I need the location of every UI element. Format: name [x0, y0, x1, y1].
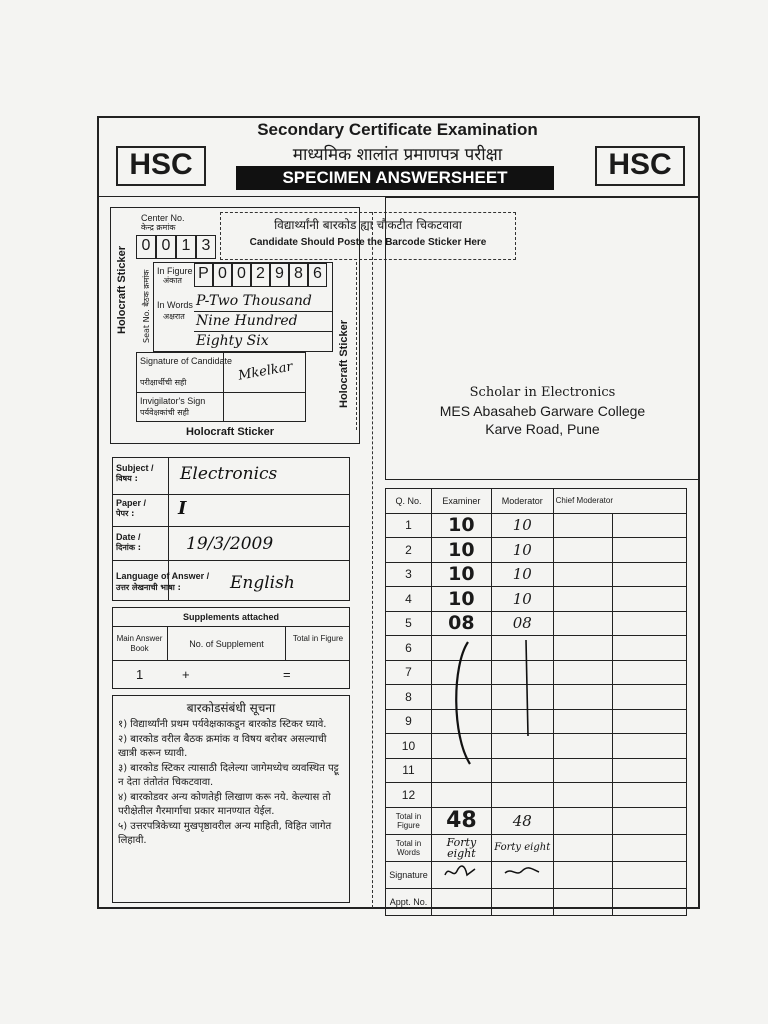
table-row [386, 513, 687, 538]
date-value: 19/3/2009 [186, 534, 274, 554]
in-words-label: In Words [157, 300, 193, 310]
examiner-mark: 10 [431, 538, 491, 563]
moderator-mark: 10 [491, 587, 553, 612]
table-row [386, 562, 687, 587]
seat-digit: 8 [289, 263, 308, 287]
center-digit: 0 [156, 235, 176, 259]
extra-cell [613, 636, 687, 661]
instruction-item: ५) उत्तरपत्रिकेच्या मुखपृष्ठावरील अन्य माहिती, विहित जागेत लिहावी. [118, 820, 332, 846]
examiner-mark [431, 783, 491, 808]
signature-row [386, 861, 687, 888]
table-row [386, 587, 687, 612]
barcode-notice-en: Candidate Should Poste the Barcode Sticker Here [249, 237, 487, 248]
barcode-notice-mr: विद्यार्थ्यांनी बारकोड ह्या चौकटीत चिकटवावा [274, 218, 462, 232]
seat-digit: 6 [308, 263, 327, 287]
moderator-mark: 10 [491, 562, 553, 587]
qno-cell: 1 [386, 513, 432, 538]
extra-cell [613, 783, 687, 808]
instruction-item: ४) बारकोडवर अन्य कोणतेही लिखाण करू नये. केल्यास तो परीक्षेतील गैरमार्गाचा प्रकार मानण्यात येईल. [118, 791, 331, 817]
qno-cell: 5 [386, 611, 432, 636]
words-rule [194, 311, 333, 312]
moderator-mark: 08 [491, 611, 553, 636]
examiner-signature [431, 861, 491, 888]
qno-cell: 4 [386, 587, 432, 612]
total-words-label: Total in Words [386, 834, 432, 861]
holocraft-sticker-vertical-right: Holocraft Sticker [338, 319, 350, 408]
subject-label: Subject / [116, 463, 154, 473]
extra-cell [613, 861, 687, 888]
paper-label-mr: पेपर : [116, 509, 135, 518]
center-no-label: Center No. [141, 213, 185, 223]
moderator-header: Moderator [491, 489, 553, 514]
instructions-title: बारकोडसंबंधी सूचना [186, 701, 276, 715]
candidate-signature-label: Signature of Candidate [140, 356, 233, 366]
main-book-count: 1 [136, 667, 144, 682]
extra-cell [613, 807, 687, 834]
seat-words-line1: P-Two Thousand [196, 293, 312, 309]
language-value: English [230, 573, 295, 593]
table-row [386, 611, 687, 636]
center-no-digits [136, 235, 216, 259]
details-divider [112, 560, 350, 561]
examiner-mark: 10 [431, 513, 491, 538]
paper-label: Paper / [116, 498, 147, 508]
scholar-line1: Scholar in Electronics [469, 385, 616, 400]
subject-label-mr: विषय : [116, 474, 138, 483]
in-figure-label-mr: अंकात [163, 276, 182, 285]
scholar-box [385, 197, 700, 480]
seat-no-side-label: Seat No. बैठक क्रमांक [142, 269, 151, 343]
total-words-examiner: Forty eight [431, 834, 491, 861]
chief-moderator-cell [553, 562, 613, 587]
subject-value: Electronics [180, 464, 278, 484]
plus-sign: + [182, 667, 190, 682]
qno-header: Q. No. [386, 489, 432, 514]
qno-cell: 9 [386, 709, 432, 734]
appt-cell [613, 888, 687, 915]
holocraft-sticker-bottom: Holocraft Sticker [185, 426, 275, 438]
total-figure-row [386, 807, 687, 834]
center-digit: 3 [196, 235, 216, 259]
seat-digit: P [194, 263, 213, 287]
chief-moderator-cell [553, 834, 613, 861]
total-figure-examiner: 48 [431, 807, 491, 834]
seat-words-line2: Nine Hundred [196, 313, 298, 329]
extra-cell [613, 758, 687, 783]
instructions-list [118, 718, 346, 849]
supplements-title: Supplements attached [182, 612, 280, 622]
instruction-item: २) बारकोड वरील बैठक क्रमांक व विषय बरोबर असल्याची खात्री करून घ्यावी. [118, 733, 327, 759]
qno-cell: 7 [386, 660, 432, 685]
details-divider [112, 526, 350, 527]
no-of-supplement-header: No. of Supplement [189, 639, 264, 649]
specimen-banner: SPECIMEN ANSWERSHEET [236, 166, 554, 190]
details-divider [112, 494, 350, 495]
signature-column-divider [223, 352, 224, 422]
qno-cell: 8 [386, 685, 432, 710]
qno-cell: 11 [386, 758, 432, 783]
center-perforation-line [372, 212, 373, 908]
marks-signature-label: Signature [386, 861, 432, 888]
main-answer-book-header: Main Answer Book [116, 634, 163, 653]
extra-cell [613, 660, 687, 685]
appt-cell [491, 888, 553, 915]
examiner-mark: 08 [431, 611, 491, 636]
chief-moderator-cell [553, 861, 613, 888]
chief-moderator-cell [553, 758, 613, 783]
center-digit: 0 [136, 235, 156, 259]
extra-cell [613, 562, 687, 587]
chief-moderator-cell [553, 611, 613, 636]
date-label: Date / [116, 532, 141, 542]
marks-header-row [386, 489, 687, 514]
qno-cell: 3 [386, 562, 432, 587]
total-figure-moderator: 48 [491, 807, 553, 834]
chief-moderator-cell [553, 587, 613, 612]
total-words-moderator: Forty eight [491, 834, 553, 861]
chief-moderator-cell [553, 538, 613, 563]
extra-cell [613, 513, 687, 538]
appt-no-label: Appt. No. [386, 888, 432, 915]
language-label: Language of Answer / [116, 571, 210, 581]
chief-moderator-cell [553, 807, 613, 834]
seat-words-line3: Eighty Six [196, 333, 269, 349]
empty-rows-strike-marks [448, 636, 538, 770]
equals-sign: = [283, 667, 291, 682]
qno-cell: 12 [386, 783, 432, 808]
instruction-item: १) विद्यार्थ्यांनी प्रथम पर्यवेक्षकाकडून बारकोड स्टिकर घ्यावे. [118, 719, 327, 730]
appt-cell [553, 888, 613, 915]
candidate-signature-label-mr: परीक्षार्थीची सही [140, 378, 187, 387]
chief-moderator-cell [553, 660, 613, 685]
seat-no-digits [194, 263, 327, 287]
words-rule [194, 331, 333, 332]
table-row [386, 538, 687, 563]
in-figure-label: In Figure [157, 266, 193, 276]
scholar-line3: Karve Road, Pune [485, 421, 600, 437]
chief-moderator-cell [553, 734, 613, 759]
seat-digit: 9 [270, 263, 289, 287]
candidate-signature: Mkelkar [237, 359, 294, 384]
extra-cell [613, 734, 687, 759]
chief-moderator-header: Chief Moderator [553, 489, 686, 514]
chief-moderator-cell [553, 685, 613, 710]
seat-digit: 2 [251, 263, 270, 287]
extra-cell [613, 587, 687, 612]
language-label-mr: उत्तर लेखनाची भाषा : [116, 583, 181, 592]
seat-digit: 0 [213, 263, 232, 287]
moderator-signature [491, 861, 553, 888]
exam-title-mr: माध्यमिक शालांत प्रमाणपत्र परीक्षा [292, 145, 503, 165]
instruction-item: ३) बारकोड स्टिकर त्यासाठी दिलेल्या जागेमध्येच व्यवस्थित पट्टू न देता तंतोतंत चिकटवावा. [118, 762, 339, 788]
date-label-mr: दिनांक : [116, 543, 141, 552]
examiner-mark: 10 [431, 587, 491, 612]
supplements-divider [112, 626, 350, 627]
examiner-signature-scribble [441, 863, 481, 881]
center-digit: 1 [176, 235, 196, 259]
qno-cell: 10 [386, 734, 432, 759]
moderator-signature-scribble [502, 863, 542, 881]
total-figure-label: Total in Figure [386, 807, 432, 834]
in-words-label-mr: अक्षरात [163, 312, 185, 321]
signature-divider [136, 392, 306, 393]
total-in-figure-header: Total in Figure [292, 634, 344, 643]
scholar-line2: MES Abasaheb Garware College [439, 403, 646, 419]
exam-title-en: Secondary Certificate Examination [257, 120, 538, 139]
holocraft-sticker-vertical-left: Holocraft Sticker [116, 245, 128, 334]
extra-cell [613, 685, 687, 710]
center-no-label-mr: केन्द्र क्रमांक [141, 223, 176, 232]
paper-value: I [178, 498, 187, 519]
extra-cell [613, 611, 687, 636]
hsc-logo-left: HSC [116, 146, 206, 186]
invigilator-sign-label-mr: पर्यवेक्षकांची सही [140, 408, 190, 417]
table-row [386, 783, 687, 808]
chief-moderator-cell [553, 709, 613, 734]
moderator-mark [491, 783, 553, 808]
examiner-mark: 10 [431, 562, 491, 587]
seat-digit: 0 [232, 263, 251, 287]
appt-row [386, 888, 687, 915]
invigilator-sign-label: Invigilator's Sign [140, 396, 206, 406]
appt-cell [431, 888, 491, 915]
moderator-mark: 10 [491, 538, 553, 563]
moderator-mark: 10 [491, 513, 553, 538]
qno-cell: 6 [386, 636, 432, 661]
total-words-row [386, 834, 687, 861]
extra-cell [613, 538, 687, 563]
extra-cell [613, 709, 687, 734]
hsc-logo-right: HSC [595, 146, 685, 186]
chief-moderator-cell [553, 513, 613, 538]
supplements-divider [112, 660, 350, 661]
extra-cell [613, 834, 687, 861]
qno-cell: 2 [386, 538, 432, 563]
chief-moderator-cell [553, 783, 613, 808]
examiner-header: Examiner [431, 489, 491, 514]
chief-moderator-cell [553, 636, 613, 661]
